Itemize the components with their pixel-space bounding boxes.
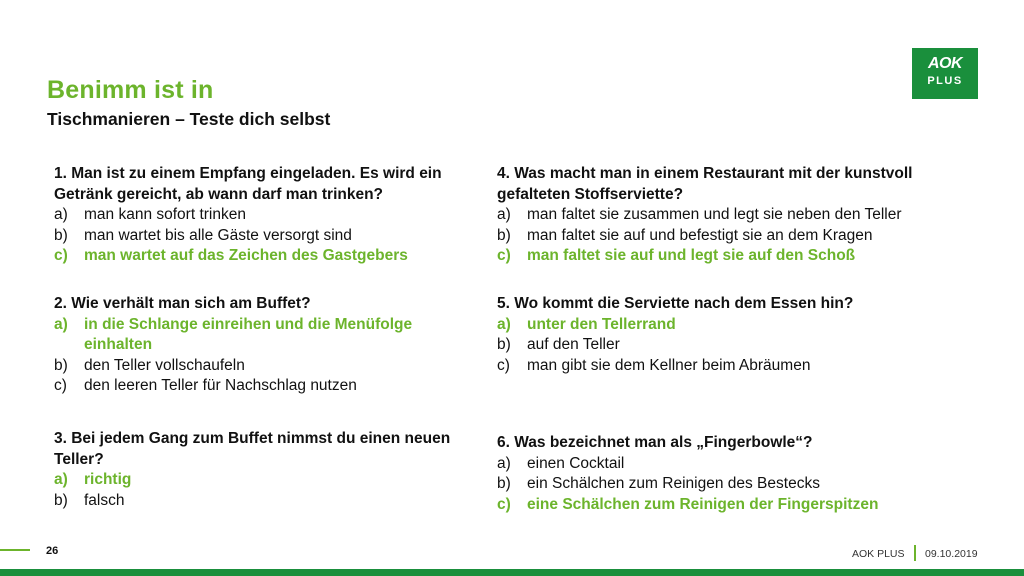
answer-text: einen Cocktail bbox=[527, 454, 625, 472]
answer-option-a bbox=[54, 205, 464, 226]
answer-option-a bbox=[497, 454, 937, 475]
answer-text: unter den Tellerrand bbox=[527, 315, 676, 333]
answer-list bbox=[497, 315, 937, 377]
answer-text: man kann sofort trinken bbox=[84, 206, 246, 224]
answer-text: man faltet sie auf und legt sie auf den Schoß bbox=[527, 247, 856, 265]
answer-text: auf den Teller bbox=[527, 336, 620, 354]
answer-marker: b) bbox=[497, 336, 511, 354]
answer-option-a-correct bbox=[54, 315, 484, 356]
answer-option-c-correct bbox=[54, 246, 464, 267]
answer-marker: c) bbox=[54, 377, 67, 395]
answer-marker: a) bbox=[54, 206, 68, 224]
quiz-question-4 bbox=[497, 164, 937, 267]
answer-marker: c) bbox=[497, 356, 510, 374]
question-text: 6. Was bezeichnet man als „Fingerbowle“? bbox=[497, 434, 813, 451]
answer-list bbox=[497, 454, 937, 516]
answer-text: man wartet auf das Zeichen des Gastgebers bbox=[84, 247, 408, 265]
quiz-question-6 bbox=[497, 433, 937, 515]
answer-list bbox=[497, 205, 937, 267]
answer-marker: a) bbox=[497, 315, 511, 333]
answer-text: in die Schlange einreihen und die Menüfolge einhalten bbox=[84, 315, 413, 354]
answer-option-c-correct bbox=[497, 495, 937, 516]
answer-marker: c) bbox=[54, 247, 68, 265]
answer-text: den Teller vollschaufeln bbox=[84, 356, 245, 374]
answer-text: man faltet sie auf und befestigt sie an dem Kragen bbox=[527, 226, 873, 244]
question-text: 1. Man ist zu einem Empfang eingeladen. Es wird ein Getränk gereicht, ab wann darf man trinken? bbox=[54, 165, 442, 203]
aok-plus-logo bbox=[912, 48, 978, 99]
question-text: 3. Bei jedem Gang zum Buffet nimmst du einen neuen Teller? bbox=[54, 430, 451, 468]
logo-line-aok: AOK bbox=[927, 55, 963, 72]
answer-option-b bbox=[497, 474, 937, 495]
answer-marker: b) bbox=[54, 491, 68, 509]
answer-marker: a) bbox=[54, 471, 68, 489]
answer-marker: b) bbox=[54, 356, 68, 374]
answer-marker: b) bbox=[54, 226, 68, 244]
bottom-brand-bar bbox=[0, 569, 1024, 576]
answer-option-b bbox=[54, 356, 494, 377]
answer-option-c bbox=[497, 356, 937, 377]
footer-accent-line bbox=[0, 549, 30, 551]
answer-option-c-correct bbox=[497, 246, 937, 267]
slide-title: Benimm ist in bbox=[47, 76, 214, 104]
answer-marker: a) bbox=[54, 315, 68, 333]
quiz-question-5 bbox=[497, 294, 937, 376]
answer-text: den leeren Teller für Nachschlag nutzen bbox=[84, 377, 357, 395]
answer-text: falsch bbox=[84, 491, 125, 509]
slide-subtitle: Tischmanieren – Teste dich selbst bbox=[47, 109, 331, 129]
answer-list bbox=[54, 315, 494, 397]
footer-date: 09.10.2019 bbox=[925, 548, 978, 560]
question-text: 4. Was macht man in einem Restaurant mit der kunstvoll gefalteten Stoffserviette? bbox=[497, 165, 913, 203]
answer-option-a bbox=[497, 205, 937, 226]
footer-separator bbox=[914, 545, 916, 561]
answer-marker: a) bbox=[497, 454, 511, 472]
answer-option-b bbox=[497, 226, 937, 247]
answer-option-b bbox=[54, 226, 464, 247]
answer-marker: c) bbox=[497, 495, 511, 513]
answer-list bbox=[54, 205, 464, 267]
answer-marker: b) bbox=[497, 226, 511, 244]
answer-option-a-correct bbox=[497, 315, 937, 336]
answer-marker: b) bbox=[497, 475, 511, 493]
answer-text: eine Schälchen zum Reinigen der Fingerspitzen bbox=[527, 495, 879, 513]
answer-marker: c) bbox=[497, 247, 511, 265]
quiz-question-3 bbox=[54, 429, 454, 511]
answer-marker: a) bbox=[497, 206, 511, 224]
logo-line-plus: PLUS bbox=[927, 75, 963, 87]
answer-text: man faltet sie zusammen und legt sie neben den Teller bbox=[527, 206, 902, 224]
quiz-question-1 bbox=[54, 164, 464, 267]
answer-option-a-correct bbox=[54, 470, 454, 491]
quiz-question-2 bbox=[54, 294, 494, 397]
answer-text: man wartet bis alle Gäste versorgt sind bbox=[84, 226, 352, 244]
page-number: 26 bbox=[46, 545, 59, 557]
answer-text: ein Schälchen zum Reinigen des Bestecks bbox=[527, 475, 820, 493]
question-text: 2. Wie verhält man sich am Buffet? bbox=[54, 295, 311, 312]
answer-text: man gibt sie dem Kellner beim Abräumen bbox=[527, 356, 811, 374]
answer-option-b bbox=[54, 491, 454, 512]
answer-option-c bbox=[54, 376, 494, 397]
answer-list bbox=[54, 470, 454, 511]
question-text: 5. Wo kommt die Serviette nach dem Essen hin? bbox=[497, 295, 854, 312]
answer-text: richtig bbox=[84, 471, 132, 489]
footer-brand: AOK PLUS bbox=[852, 548, 905, 560]
answer-option-b bbox=[497, 335, 937, 356]
